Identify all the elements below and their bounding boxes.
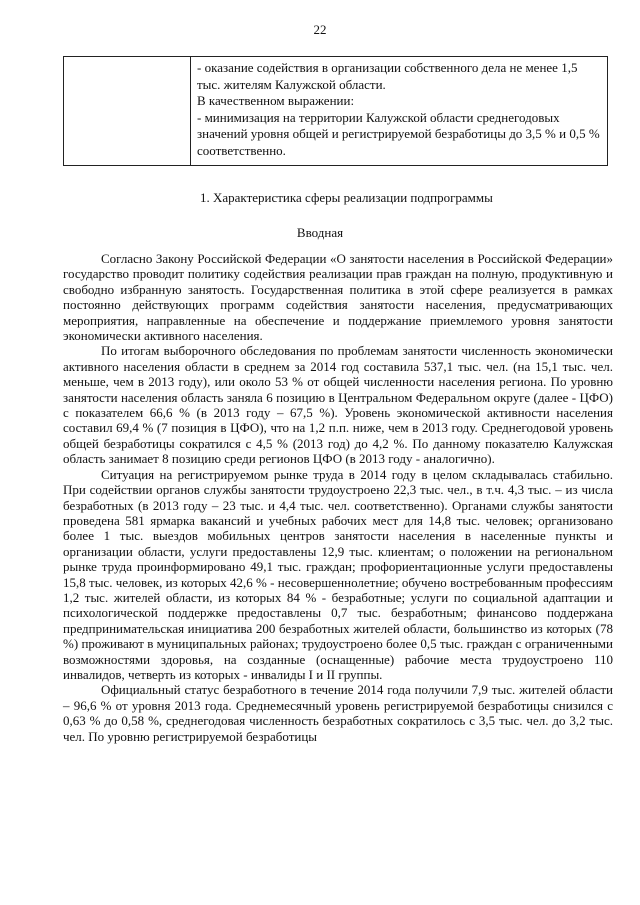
paragraph-labor-market: Ситуация на регистрируемом рынке труда в 2014 году в целом складывалась стабильно. При содействии органов службы занятости трудоустроено 22,3 тыс. чел., в т.ч. 4,3 тыс. – из числа безработных (в 2013 году – 23 тыс. и 4,4 тыс. чел. соответственно). Органами службы занятости проведена 581 ярмарка вакансий и учебных рабочих мест для 14,8 тыс. человек; организовано более 1 тыс. выездов мобильных центров занятости населения в населенные пункты и организации области, услуги предоставлены 12,9 тыс. клиентам; о положении на региональном рынке труда проинформировано 49,1 тыс. граждан; профориентационные услуги предоставлены 15,8 тыс. человек, из которых 42,6 % - несовершеннолетние; обучено востребованным профессиям 1,2 тыс. жителей области, из которых 84 % - безработные; услуги по социальной адаптации и психологической поддержке предоставлены 0,7 тыс. безработным; финансово поддержана предпринимательская инициатива 200 безработных жителей области, большинство из которых (78 %) проживают в муниципальных районах; трудоустроено более 0,5 тыс. граждан с ограниченными возможностями здоровья, на созданные (оснащенные) рабочие места трудоустроено 110 инвалидов, четверть из которых - инвалиды I и II группы. (63, 466, 613, 682)
table-row (64, 57, 608, 166)
paragraph-survey: По итогам выборочного обследования по проблемам занятости численность экономически активного населения области в среднем за 2014 год составила 537,1 тыс. чел. (на 15,1 тыс. чел. меньше, чем в 2013 году), или около 53 % от общей численности населения региона. По уровню занятости населения область заняла 6 позицию в Центральном Федеральном округе (далее - ЦФО) с показателем 66,6 % (в 2013 году – 67,5 %). Уровень экономической активности населения составил 69,4 % (7 позиция в ЦФО), что на 1,2 п.п. ниже, чем в 2013 году. Среднегодовой уровень общей безработицы сократился с 4,5 % (2013 год) до 4,2 %. По данному показателю Калужская область занимает 8 позицию среди регионов ЦФО (в 2013 году - аналогично). (63, 343, 613, 467)
table-empty-cell (64, 57, 191, 166)
table-content-cell (191, 57, 608, 166)
table-line-support: - оказание содействия в организации собственного дела не менее 1,5 тыс. жителям Калужской области. (197, 60, 578, 92)
intro-heading: Вводная (296, 225, 344, 240)
paragraph-law: Согласно Закону Российской Федерации «О занятости населения в Российской Федерации» государство проводит политику содействия реализации прав граждан на полную, продуктивную и свободно избранную занятость. Государственная политика в этой сфере реализуется в рамках постоянно действующих программ содействия занятости населения, предусматривающих мероприятия, направленные на обеспечение и поддержание приемлемого уровня занятости экономически активного населения. (63, 251, 613, 344)
paragraph-unemployed-status: Официальный статус безработного в течение 2014 года получили 7,9 тыс. жителей области – 96,6 % от уровня 2013 года. Среднемесячный уровень регистрируемой безработицы снизился с 0,63 % до 0,58 %, среднегодовая численность безработных сократилось с 3,5 тыс. чел. до 3,2 тыс. чел. По уровню регистрируемой безработицы (63, 682, 613, 744)
page-number: 22 (313, 22, 327, 37)
body-text (63, 251, 613, 744)
section-heading: 1. Характеристика сферы реализации подпрограммы (200, 190, 493, 205)
goals-table (63, 56, 608, 166)
table-line-qualitative-heading: В качественном выражении: (197, 93, 355, 108)
table-line-minimization: - минимизация на территории Калужской области среднегодовых значений уровня общей и регистрируемой безработицы до 3,5 % и 0,5 % соответственно. (197, 109, 600, 158)
